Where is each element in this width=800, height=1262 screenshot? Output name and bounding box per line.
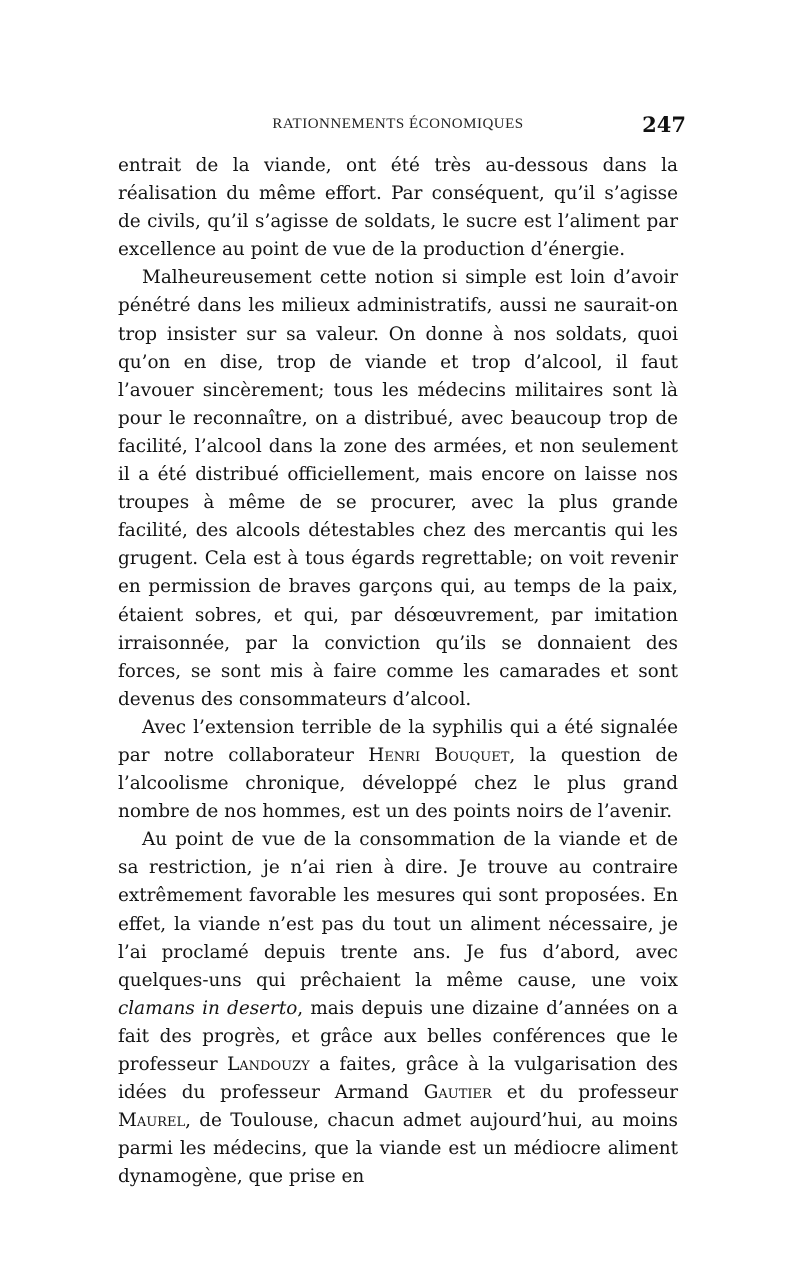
paragraph-meat-text-2: , mais depuis une dizaine d’années on a fait des progrès, et grâce aux belles conférences que le professeur (118, 997, 678, 1075)
paragraph-meat-text-3: a faites, grâce à la vulgarisation des idées du professeur Armand (118, 1054, 678, 1104)
paragraph-alcohol: Malheureusement cette notion si simple est loin d’avoir pénétré dans les milieux administratifs, aussi ne saurait-on trop insister sur sa valeur. On donne à nos soldats, quoi qu’on en dise, trop de viande et trop d’alcool, il faut l’avouer sincèrement; tous les médecins militaires sont là pour le reconnaître, on a distribué, avec beaucoup trop de facilité, l’alcool dans la zone des armées, et non seulement il a été distribué officiellement, mais encore on laisse nos troupes à même de se procurer, avec la plus grande facilité, des alcools détestables chez des mercantis qui les grugent. Cela est à tous égards regrettable; on voit revenir en permission de braves garçons qui, au temps de la paix, étaient sobres, et qui, par désœuvrement, par imitation irraisonnée, par la conviction qu’ils se donnaient des forces, se sont mis à faire comme les camarades et sont devenus des consommateurs d’alcool. (118, 267, 678, 710)
paragraph-continuation: entrait de la viande, ont été très au-dessous dans la réalisation du même effort. Par conséquent, qu’il s’agisse de civils, qu’il s’agisse de soldats, le sucre est l’aliment par excellence au point de vue de la production d’énergie. (118, 155, 678, 261)
author-name-maurel: Maurel (118, 1110, 186, 1132)
author-name-gautier: Gautier (423, 1082, 492, 1104)
author-name-landouzy: Landouzy (227, 1054, 310, 1075)
paragraph-meat-text-4: et du professeur (506, 1082, 678, 1104)
body-text (118, 152, 678, 1191)
paragraph-meat-text-5: , de Toulouse, chacun admet aujourd’hui, au moins parmi les médecins, que la viande est un médiocre aliment dynamogène, que prise en (118, 1110, 678, 1188)
author-name-bouquet: Henri Bouquet (368, 744, 510, 766)
paragraph-syphilis-text-end: , la question de l’alcoolisme chronique, développé chez le plus grand nombre de nos hommes, est un des points noirs de l’avenir. (118, 744, 679, 823)
page-number: 247 (642, 112, 686, 137)
paragraph-syphilis (118, 714, 678, 826)
latin-phrase: clamans in deserto (118, 997, 298, 1019)
paragraph-meat-text: Au point de vue de la consommation de la viande et de sa restriction, je n’ai rien à dire. Je trouve au contraire extrêmement favorable les mesures qui sont proposées. En effet, la viande n’est pas du tout un aliment nécessaire, je l’ai proclamé depuis trente ans. Je fus d’abord, avec quelques-uns qui prêchaient la même cause, une voix (118, 829, 678, 991)
running-head (118, 112, 686, 152)
paragraph-syphilis-text: Avec l’extension terrible de la syphilis qui a été signalée par notre collaborateur (118, 716, 678, 766)
book-page (118, 112, 686, 1191)
running-title: RATIONNEMENTS ÉCONOMIQUES (272, 116, 524, 132)
paragraph-meat (118, 826, 678, 1191)
